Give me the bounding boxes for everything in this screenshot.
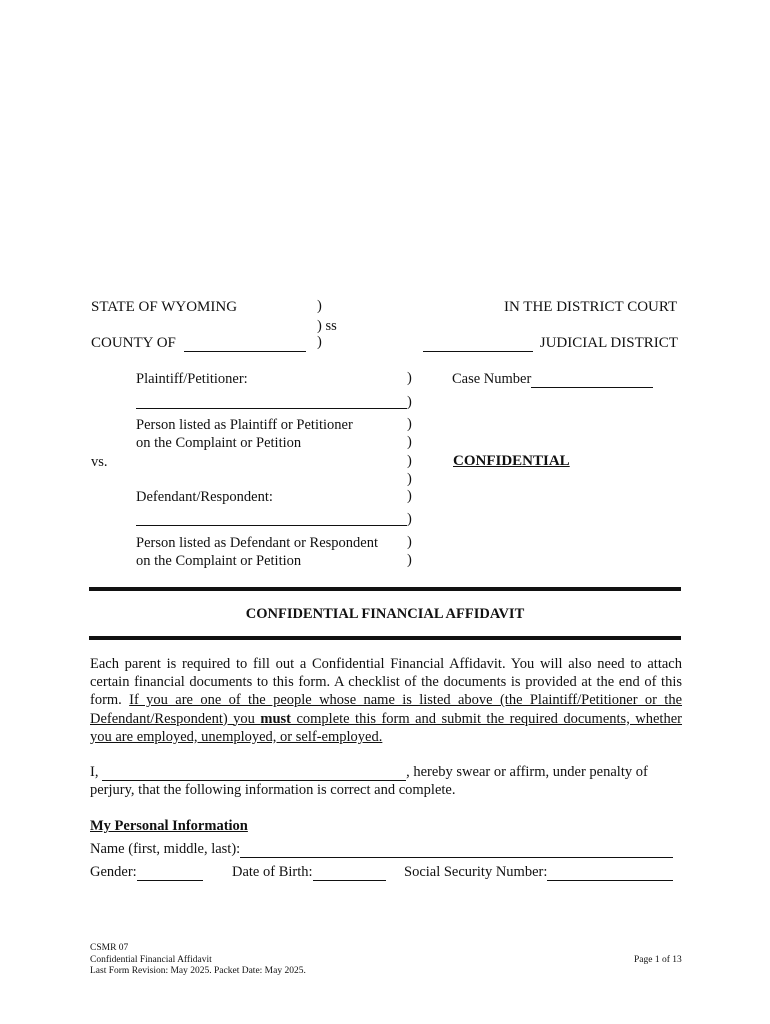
- name-label: Name (first, middle, last):: [90, 841, 241, 857]
- oath-prefix: I,: [90, 764, 99, 780]
- caption-paren: ): [407, 552, 412, 568]
- form-name: Confidential Financial Affidavit: [90, 954, 212, 965]
- form-code: CSMR 07: [90, 943, 129, 953]
- dob-row: [232, 863, 386, 881]
- ssn-row: [404, 863, 673, 881]
- full-name-field[interactable]: [240, 842, 673, 858]
- oath-line: [90, 763, 648, 781]
- confidential-label: CONFIDENTIAL: [453, 453, 570, 469]
- caption-paren: ): [317, 334, 322, 350]
- county-label: COUNTY OF: [91, 335, 176, 351]
- vs-label: vs.: [91, 454, 108, 470]
- county-field[interactable]: [184, 336, 306, 352]
- ss-label: ) ss: [317, 318, 337, 334]
- form-title: CONFIDENTIAL FINANCIAL AFFIDAVIT: [245, 606, 525, 622]
- caption-paren: ): [407, 394, 412, 410]
- district-row: [423, 334, 678, 352]
- affiant-name-field[interactable]: [102, 765, 406, 781]
- top-rule: [89, 587, 681, 591]
- plaintiff-name-field[interactable]: [136, 393, 407, 409]
- plaintiff-note-1: Person listed as Plaintiff or Petitioner: [136, 417, 353, 433]
- ssn-label: Social Security Number:: [404, 864, 548, 880]
- gender-row: [90, 863, 203, 881]
- plaintiff-note-2: on the Complaint or Petition: [136, 435, 302, 451]
- caption-paren: ): [407, 511, 412, 527]
- oath-suffix: , hereby swear or affirm, under penalty of: [406, 764, 648, 780]
- caption-paren: ): [407, 416, 412, 432]
- footer-left: [90, 943, 306, 978]
- dob-label: Date of Birth:: [232, 864, 313, 880]
- state-label: STATE OF WYOMING: [91, 299, 238, 315]
- bottom-rule: [89, 636, 681, 640]
- caption-paren: ): [407, 434, 412, 450]
- intro-text: Each parent is required to fill out a Confidential Financial Affidavit. You will also need to attach certain financial documents to this form. A checklist of the documents is provided at the end of this form.: [90, 656, 682, 709]
- case-number-label: Case Number: [452, 371, 532, 387]
- oath-line-2: perjury, that the following information is correct and complete.: [90, 782, 456, 798]
- case-number-field[interactable]: [531, 372, 653, 388]
- caption-paren: ): [407, 471, 412, 487]
- caption-paren: ): [317, 298, 322, 314]
- caption-paren: ): [407, 370, 412, 386]
- plaintiff-label: Plaintiff/Petitioner:: [136, 371, 248, 387]
- caption-paren: ): [407, 453, 412, 469]
- case-number-row: [452, 370, 653, 388]
- caption-paren: ): [407, 488, 412, 504]
- dob-field[interactable]: [313, 865, 386, 881]
- judicial-district-label: JUDICIAL DISTRICT: [539, 335, 678, 351]
- gender-label: Gender:: [90, 864, 137, 880]
- intro-requirement-text: If you are one of the people whose name is listed above (the Plaintiff/Petitioner or the Defendant/Respondent) you: [90, 692, 683, 727]
- defendant-note-1: Person listed as Defendant or Respondent: [136, 535, 379, 551]
- district-number-field[interactable]: [423, 336, 533, 352]
- defendant-name-field[interactable]: [136, 510, 407, 526]
- court-label: IN THE DISTRICT COURT: [504, 299, 678, 315]
- name-row: [90, 840, 673, 858]
- personal-info-heading: My Personal Information: [90, 818, 248, 834]
- defendant-label: Defendant/Respondent:: [136, 489, 273, 505]
- defendant-note-2: on the Complaint or Petition: [136, 553, 302, 569]
- county-row: [91, 334, 306, 352]
- intro-must-text: must: [260, 710, 291, 727]
- page-number: Page 1 of 13: [634, 955, 682, 965]
- intro-paragraph: [90, 655, 682, 746]
- ssn-field[interactable]: [547, 865, 673, 881]
- intro-requirement-end: complete this form and submit the required documents, whether you are employed, unemployed, or self-employed.: [90, 710, 682, 745]
- form-revision: Last Form Revision: May 2025. Packet Date: May 2025.: [90, 966, 306, 976]
- caption-paren: ): [407, 534, 412, 550]
- gender-field[interactable]: [137, 865, 203, 881]
